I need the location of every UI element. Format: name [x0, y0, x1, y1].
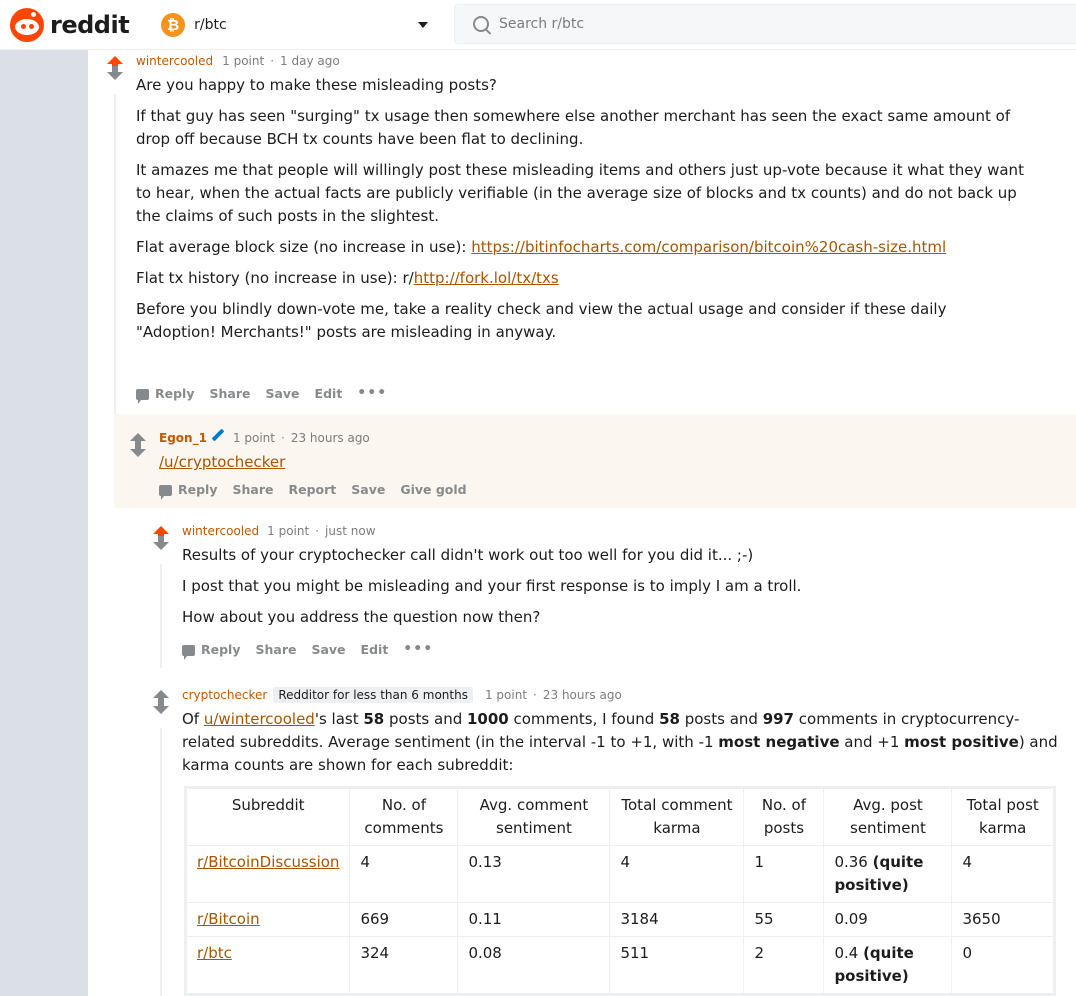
- comment-points: 1 point: [222, 54, 265, 68]
- subreddit-link[interactable]: r/btc: [197, 944, 232, 962]
- comment-time[interactable]: just now: [325, 524, 376, 538]
- table-cell: 0.4 (quite positive): [824, 937, 952, 994]
- table-cell: 0.09: [824, 903, 952, 937]
- comment-author[interactable]: cryptochecker: [182, 688, 268, 702]
- cryptochecker-link[interactable]: /u/cryptochecker: [159, 453, 286, 471]
- table-cell: 1: [744, 846, 824, 903]
- column-header: Avg. post sentiment: [824, 789, 952, 846]
- comment-meta: wintercooled 1 point · 1 day ago: [136, 54, 340, 68]
- downvote-icon[interactable]: [107, 66, 123, 80]
- comment-actions: [182, 641, 448, 657]
- logo-wordmark: reddit: [50, 10, 130, 39]
- comment-meta: cryptochecker Redditor for less than 6 months 1 point · 23 hours ago: [182, 688, 622, 702]
- comment-author[interactable]: wintercooled: [136, 54, 214, 68]
- comment-actions: [159, 482, 482, 497]
- thread-line[interactable]: [114, 94, 116, 414]
- edit-button[interactable]: Edit: [314, 385, 343, 401]
- comments-panel: [88, 50, 1076, 996]
- subreddit-link[interactable]: r/Bitcoin: [197, 910, 260, 928]
- sentiment-table: [184, 786, 1056, 996]
- table-row: [187, 903, 1054, 937]
- comment-paragraph: Results of your cryptochecker call didn't work out too well for you did it... ;-): [182, 546, 754, 564]
- table-cell: 55: [744, 903, 824, 937]
- table-row: [187, 937, 1054, 994]
- reddit-logo[interactable]: [10, 8, 129, 42]
- column-header: Total post karma: [952, 789, 1054, 846]
- more-options-icon[interactable]: •••: [357, 385, 388, 401]
- search-icon: [473, 16, 489, 32]
- search-bar[interactable]: [454, 4, 1076, 44]
- table-cell: 4: [350, 846, 458, 903]
- reply-button[interactable]: Reply: [159, 482, 217, 497]
- comment-meta: Egon_1 1 point · 23 hours ago: [159, 431, 370, 445]
- search-input[interactable]: [499, 16, 899, 32]
- save-button[interactable]: Save: [351, 482, 386, 497]
- comment-body: [182, 544, 1042, 637]
- share-button[interactable]: Share: [209, 385, 251, 401]
- table-cell: 0: [952, 937, 1054, 994]
- comment-paragraph: Before you blindly down-vote me, take a reality check and view the actual usage and consider if these daily "Adoption! Merchants!" posts are misleading in anyway.: [136, 300, 947, 341]
- downvote-icon[interactable]: [153, 700, 169, 714]
- comment-author[interactable]: wintercooled: [182, 524, 260, 538]
- comment-paragraph: I post that you might be misleading and your first response is to imply I am a troll.: [182, 577, 802, 595]
- table-cell: 4: [952, 846, 1054, 903]
- comment-paragraph: It amazes me that people will willingly post these misleading items and others just up-vote because it what they want to hear, when the actual facts are publicly verifiable (in the average size of blocks and tx counts) and do not back up the claims of such posts in the slightest.: [136, 161, 1024, 225]
- report-button[interactable]: Report: [288, 482, 337, 497]
- comment-meta: wintercooled 1 point · just now: [182, 524, 376, 538]
- reply-button[interactable]: Reply: [182, 642, 240, 657]
- table-header-row: [187, 789, 1054, 846]
- column-header: Avg. comment sentiment: [458, 789, 610, 846]
- comment-paragraph: Are you happy to make these misleading posts?: [136, 76, 497, 94]
- community-name: r/btc: [194, 16, 227, 33]
- more-options-icon[interactable]: •••: [403, 641, 434, 657]
- comment-points: 1 point: [232, 431, 275, 445]
- pencil-icon: [211, 429, 225, 443]
- give-gold-button[interactable]: Give gold: [400, 482, 467, 497]
- subreddit-link[interactable]: r/BitcoinDiscussion: [197, 853, 340, 871]
- comment-body: [136, 74, 1026, 352]
- downvote-icon[interactable]: [130, 443, 146, 457]
- comment-time[interactable]: 23 hours ago: [290, 431, 370, 445]
- community-dropdown[interactable]: [161, 7, 436, 43]
- top-header: [0, 0, 1076, 50]
- user-link[interactable]: u/wintercooled: [203, 710, 315, 728]
- column-header: No. of comments: [350, 789, 458, 846]
- table-cell: 324: [350, 937, 458, 994]
- reply-button[interactable]: Reply: [136, 386, 194, 401]
- comment-icon: [159, 485, 172, 496]
- comment-icon: [182, 645, 195, 656]
- bitinfocharts-link[interactable]: https://bitinfocharts.com/comparison/bitcoin%20cash-size.html: [471, 238, 947, 256]
- comment-actions: [136, 385, 402, 401]
- comment-paragraph: If that guy has seen "surging" tx usage then somewhere else another merchant has seen the exact same amount of drop off because BCH tx counts have been flat to declining.: [136, 107, 1011, 148]
- table-cell: 511: [610, 937, 744, 994]
- column-header: Subreddit: [187, 789, 350, 846]
- table-cell: 3650: [952, 903, 1054, 937]
- comment-icon: [136, 389, 149, 400]
- table-cell: 4: [610, 846, 744, 903]
- comment-author[interactable]: Egon_1: [159, 431, 207, 445]
- chevron-down-icon: [418, 22, 428, 28]
- edit-button[interactable]: Edit: [360, 641, 389, 657]
- table-row: [187, 846, 1054, 903]
- share-button[interactable]: Share: [232, 482, 274, 497]
- table-cell: 0.11: [458, 903, 610, 937]
- user-flair: Redditor for less than 6 months: [273, 687, 473, 703]
- share-button[interactable]: Share: [255, 641, 297, 657]
- comment-body: [182, 708, 1072, 785]
- save-button[interactable]: Save: [311, 641, 346, 657]
- comment-points: 1 point: [484, 688, 528, 702]
- comment-time[interactable]: 1 day ago: [280, 54, 340, 68]
- table-cell: 669: [350, 903, 458, 937]
- downvote-icon[interactable]: [153, 536, 169, 550]
- save-button[interactable]: Save: [265, 385, 300, 401]
- comment-body: [159, 451, 285, 482]
- table-cell: 0.13: [458, 846, 610, 903]
- thread-line[interactable]: [160, 564, 162, 668]
- comment-paragraph: Flat average block size (no increase in use): https://bitinfocharts.com/comparison/bitcoin%20cash-size.html: [136, 238, 947, 256]
- comment-time[interactable]: 23 hours ago: [542, 688, 622, 702]
- snoo-icon: [10, 8, 44, 42]
- comment-paragraph: Of u/wintercooled's last 58 posts and 1000 comments, I found 58 posts and 997 comments in cryptocurrency-related subreddits. Average sentiment (in the interval -1 to +1, with -1 most negative and +1 most positive) and karma counts are shown for each subreddit:: [182, 710, 1058, 774]
- table-cell: 2: [744, 937, 824, 994]
- column-header: Total comment karma: [610, 789, 744, 846]
- comment-points: 1 point: [267, 524, 310, 538]
- column-header: No. of posts: [744, 789, 824, 846]
- comment-paragraph: Flat tx history (no increase in use): r/http://fork.lol/tx/txs: [136, 269, 559, 287]
- bitcoin-icon: ₿: [161, 13, 185, 37]
- table-cell: 0.36 (quite positive): [824, 846, 952, 903]
- fork-lol-link[interactable]: http://fork.lol/tx/txs: [413, 269, 559, 287]
- comment-paragraph: How about you address the question now then?: [182, 608, 541, 626]
- thread-line[interactable]: [160, 728, 162, 996]
- table-cell: 0.08: [458, 937, 610, 994]
- table-cell: 3184: [610, 903, 744, 937]
